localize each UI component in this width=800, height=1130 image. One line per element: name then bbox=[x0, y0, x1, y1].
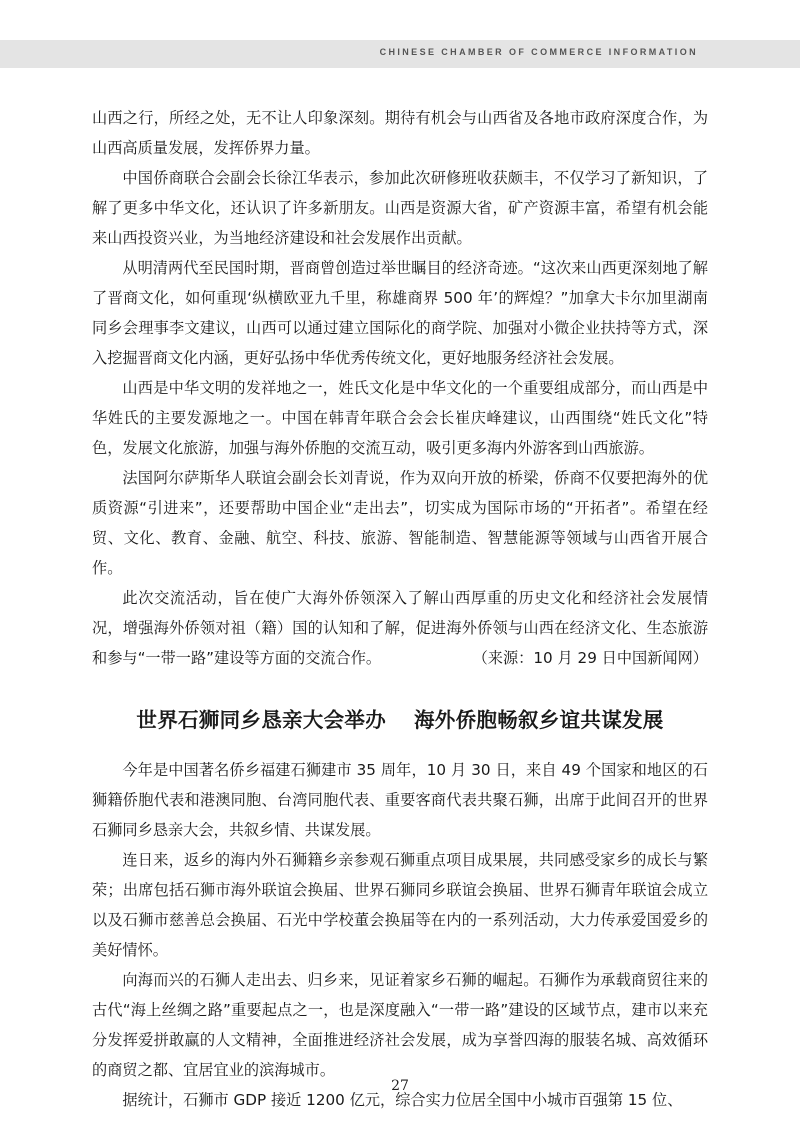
paragraph: 山西之行，所经之处，无不让人印象深刻。期待有机会与山西省及各地市政府深度合作，为山西高质量发展，发挥侨界力量。 bbox=[92, 109, 708, 157]
header-banner-text: CHINESE CHAMBER OF COMMERCE INFORMATION bbox=[379, 47, 698, 57]
paragraph: 据统计，石狮市 GDP 接近 1200 亿元，综合实力位居全国中小城市百强第 15 位、 bbox=[122, 1091, 683, 1109]
paragraph: 今年是中国著名侨乡福建石狮建市 35 周年，10 月 30 日，来自 49 个国家和地区的石狮籍侨胞代表和港澳同胞、台湾同胞代表、重要客商代表共聚石狮，出席于此间召开的世界石狮同乡恳亲大会，共叙乡情、共谋发展。 bbox=[92, 761, 708, 839]
paragraph-last bbox=[92, 583, 708, 673]
paragraph: 山西是中华文明的发祥地之一，姓氏文化是中华文化的一个重要组成部分，而山西是中华姓氏的主要发源地之一。中国在韩青年联合会会长崔庆峰建议，山西围绕“姓氏文化”特色，发展文化旅游，加强与海外侨胞的交流互动，吸引更多海内外游客到山西旅游。 bbox=[92, 379, 708, 457]
article-1 bbox=[92, 103, 708, 673]
paragraph: 向海而兴的石狮人走出去、归乡来，见证着家乡石狮的崛起。石狮作为承载商贸往来的古代“海上丝绸之路”重要起点之一，也是深度融入“一带一路”建设的区域节点，建市以来充分发挥爱拼敢赢的人文精神，全面推进经济社会发展，成为享誉四海的服装名城、高效循环的商贸之都、宜居宜业的滨海城市。 bbox=[92, 971, 708, 1079]
article-2 bbox=[92, 755, 708, 1115]
source-citation: （来源：10 月 29 日中国新闻网） bbox=[472, 649, 708, 667]
paragraph: 连日来，返乡的海内外石狮籍乡亲参观石狮重点项目成果展，共同感受家乡的成长与繁荣；出席包括石狮市海外联谊会换届、世界石狮同乡联谊会换届、世界石狮青年联谊会成立以及石狮市慈善总会换届、石光中学校董会换届等在内的一系列活动，大力传承爱国爱乡的美好情怀。 bbox=[92, 851, 708, 959]
article-title-part-2: 海外侨胞畅叙乡谊共谋发展 bbox=[414, 708, 664, 732]
paragraph: 中国侨商联合会副会长徐江华表示，参加此次研修班收获颇丰，不仅学习了新知识，了解了更多中华文化，还认识了许多新朋友。山西是资源大省，矿产资源丰富，希望有机会能来山西投资兴业，为当地经济建设和社会发展作出贡献。 bbox=[92, 169, 708, 247]
paragraph: 从明清两代至民国时期，晋商曾创造过举世瞩目的经济奇迹。“这次来山西更深刻地了解了晋商文化，如何重现‘纵横欧亚九千里，称雄商界 500 年’的辉煌？”加拿大卡尔加里湖南同乡会理事李文建议，山西可以通过建立国际化的商学院、加强对小微企业扶持等方式，深入挖掘晋商文化内涵，更好弘扬中华优秀传统文化，更好地服务经济社会发展。 bbox=[92, 259, 708, 367]
article-title bbox=[92, 706, 708, 734]
paragraph-text: 此次交流活动，旨在使广大海外侨领深入了解山西厚重的历史文化和经济社会发展情况，增强海外侨领对祖（籍）国的认知和了解，促进海外侨领与山西在经济文化、生态旅游和参与“一带一路”建设等方面的交流合作。 bbox=[92, 589, 708, 667]
page-content bbox=[92, 103, 708, 1115]
page-number: 27 bbox=[391, 1078, 409, 1094]
article-title-part-1: 世界石狮同乡恳亲大会举办 bbox=[136, 708, 386, 732]
paragraph: 法国阿尔萨斯华人联谊会副会长刘青说，作为双向开放的桥梁，侨商不仅要把海外的优质资源“引进来”，还要帮助中国企业“走出去”，切实成为国际市场的“开拓者”。希望在经贸、文化、教育、金融、航空、科技、旅游、智能制造、智慧能源等领域与山西省开展合作。 bbox=[92, 469, 708, 577]
